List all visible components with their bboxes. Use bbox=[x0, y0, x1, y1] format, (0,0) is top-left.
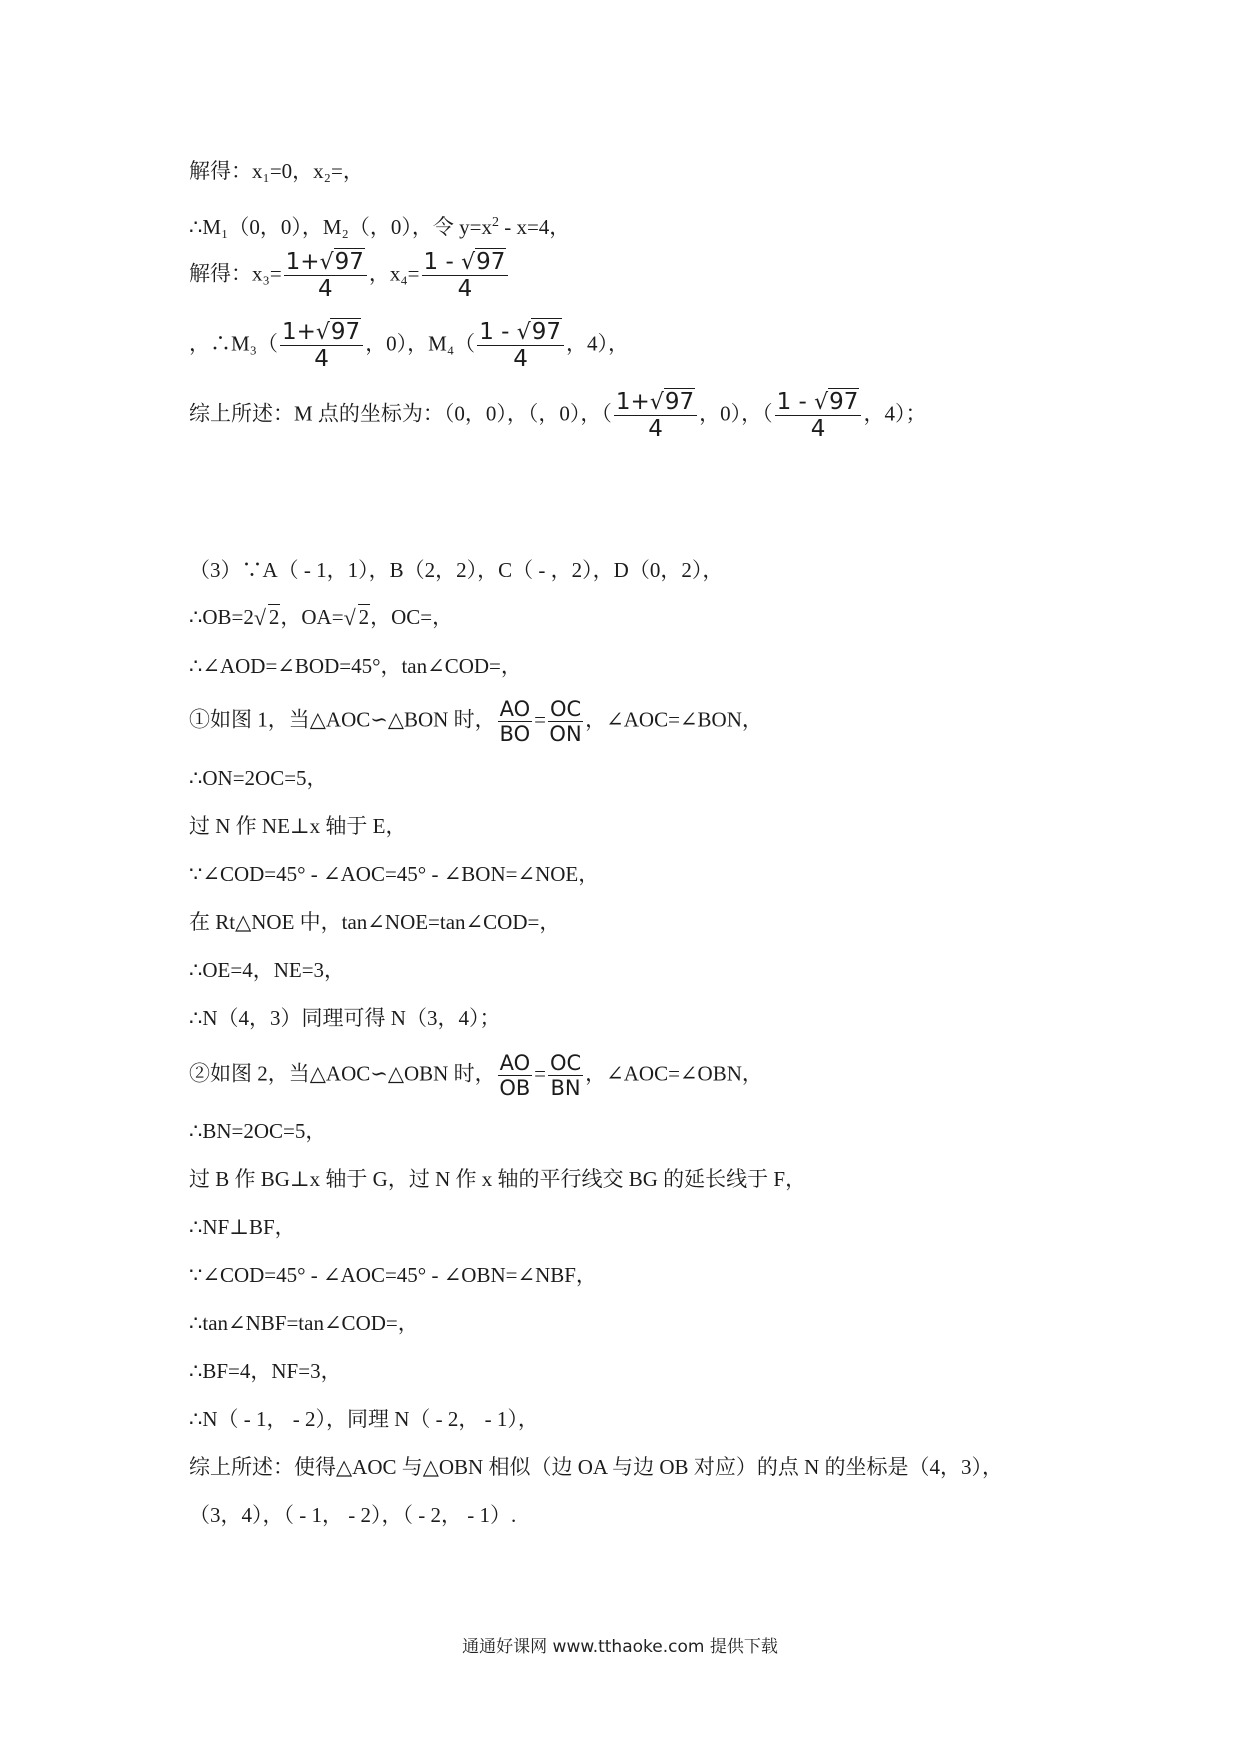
line-3 bbox=[189, 250, 510, 301]
denominator: ON bbox=[549, 722, 582, 746]
line-2 bbox=[189, 209, 570, 241]
text: ∴OB=2 bbox=[189, 605, 254, 629]
line-4 bbox=[189, 320, 629, 371]
num-prefix: 1+ bbox=[615, 389, 650, 415]
text: ，0），M₄（ bbox=[365, 331, 476, 356]
radical bbox=[650, 390, 695, 414]
denominator: 4 bbox=[648, 416, 663, 442]
text: ，x₄= bbox=[368, 261, 420, 286]
line-1 bbox=[189, 157, 364, 185]
radicand: 97 bbox=[829, 389, 859, 415]
line-12 bbox=[189, 860, 599, 888]
text: ∴ON=2OC=5， bbox=[189, 766, 328, 790]
text: （3）∵A（ - 1，1），B（2，2），C（ - ，2），D（0，2）， bbox=[189, 558, 724, 582]
radicand: 97 bbox=[330, 319, 361, 345]
radical-sign: √ bbox=[516, 320, 531, 345]
radical bbox=[461, 250, 506, 274]
line-24 bbox=[189, 1453, 1003, 1481]
radicand: 97 bbox=[476, 249, 506, 275]
fraction-summary-2 bbox=[775, 390, 862, 441]
text: ∴∠AOD=∠BOD=45°，tan∠COD=， bbox=[189, 654, 522, 678]
page-footer: 通通好课网 www.tthaoke.com 提供下载 bbox=[462, 1637, 778, 1657]
radical bbox=[316, 320, 361, 344]
line-11 bbox=[189, 812, 407, 840]
num-prefix: 1+ bbox=[285, 249, 320, 275]
denominator: 4 bbox=[317, 276, 333, 302]
numerator bbox=[614, 390, 697, 416]
text: ①如图 1，当△AOC∽△BON 时， bbox=[189, 707, 496, 732]
radical-sign: √ bbox=[253, 605, 266, 630]
radical-sign: √ bbox=[319, 250, 334, 275]
line-18 bbox=[189, 1165, 806, 1193]
text: ，4）， bbox=[566, 331, 630, 356]
line-13 bbox=[189, 908, 560, 936]
denominator: BO bbox=[499, 722, 531, 746]
denominator: 4 bbox=[457, 276, 473, 302]
text: 在 Rt△NOE 中，tan∠NOE=tan∠COD=， bbox=[189, 910, 561, 934]
line-17 bbox=[189, 1117, 326, 1145]
line-21 bbox=[189, 1309, 419, 1337]
line-23 bbox=[189, 1405, 539, 1433]
numerator bbox=[422, 250, 509, 276]
text: ，∠AOC=∠BON， bbox=[585, 707, 763, 732]
line-14 bbox=[189, 956, 345, 984]
text: ∴NF⊥BF， bbox=[189, 1215, 296, 1239]
text: ，4）； bbox=[863, 401, 927, 426]
text: 解得：x₃= bbox=[189, 261, 282, 286]
text: - x=4， bbox=[498, 215, 571, 239]
line-25 bbox=[189, 1501, 516, 1529]
text: ，0），（ bbox=[699, 401, 773, 426]
radical bbox=[254, 603, 281, 631]
text: ，∠AOC=∠OBN， bbox=[585, 1061, 763, 1086]
text: 过 B 作 BG⊥x 轴于 G，过 N 作 x 轴的平行线交 BG 的延长线于 F， bbox=[189, 1167, 807, 1191]
fraction-x3 bbox=[284, 250, 367, 301]
text: ∴tan∠NBF=tan∠COD=， bbox=[189, 1311, 419, 1335]
radical-sign: √ bbox=[343, 605, 356, 630]
line-15 bbox=[189, 1004, 500, 1032]
line-7 bbox=[189, 603, 453, 631]
text: ②如图 2，当△AOC∽△OBN 时， bbox=[189, 1061, 496, 1086]
text: ∵∠COD=45° - ∠AOC=45° - ∠BON=∠NOE， bbox=[189, 862, 600, 886]
numerator bbox=[775, 390, 862, 416]
fraction-summary-1 bbox=[614, 390, 697, 441]
radical-sign: √ bbox=[315, 320, 330, 345]
radicand: 2 bbox=[268, 605, 280, 629]
text: ∵∠COD=45° - ∠AOC=45° - ∠OBN=∠NBF， bbox=[189, 1263, 597, 1287]
equals-sign: = bbox=[534, 1061, 546, 1086]
num-prefix: 1 - bbox=[479, 319, 517, 345]
radical-sign: √ bbox=[814, 390, 829, 415]
numerator bbox=[284, 250, 367, 276]
radical bbox=[320, 250, 365, 274]
text: ∴N（4，3）同理可得 N（3，4）； bbox=[189, 1006, 501, 1030]
text: ∴M₁（0，0），M₂（，0），令 y=x bbox=[189, 215, 492, 239]
numerator: OC bbox=[549, 1051, 582, 1075]
numerator: AO bbox=[499, 697, 531, 721]
radicand: 97 bbox=[664, 389, 695, 415]
fraction-oc-bn bbox=[548, 1052, 583, 1099]
radicand: 2 bbox=[358, 605, 370, 629]
fraction-m3 bbox=[280, 320, 363, 371]
text: ，OA= bbox=[280, 605, 344, 629]
line-10 bbox=[189, 764, 328, 792]
text: ∴BN=2OC=5， bbox=[189, 1119, 327, 1143]
fraction-x4 bbox=[422, 250, 509, 301]
num-prefix: 1 - bbox=[776, 389, 815, 415]
denominator: 4 bbox=[810, 416, 826, 442]
fraction-m4 bbox=[477, 320, 564, 371]
text: 综上所述：使得△AOC 与△OBN 相似（边 OA 与边 OB 对应）的点 N 的坐标是（4，3）， bbox=[189, 1455, 1003, 1479]
line-20 bbox=[189, 1261, 597, 1289]
num-prefix: 1+ bbox=[282, 319, 316, 345]
text: ∴OE=4，NE=3， bbox=[189, 958, 346, 982]
text: ，OC=， bbox=[370, 605, 454, 629]
text: 综上所述：M 点的坐标为：（0，0），（，0），（ bbox=[189, 401, 612, 426]
denominator: 4 bbox=[314, 346, 329, 372]
line-22 bbox=[189, 1357, 342, 1385]
equals-sign: = bbox=[534, 707, 546, 732]
line-5 bbox=[189, 390, 926, 441]
radical bbox=[814, 390, 859, 414]
fraction-ao-ob bbox=[498, 1052, 533, 1099]
radical-sign: √ bbox=[649, 390, 664, 415]
denominator: OB bbox=[499, 1076, 531, 1100]
radical bbox=[344, 603, 371, 631]
text: ∴N（ - 1， - 2），同理 N（ - 2， - 1）， bbox=[189, 1407, 539, 1431]
text: ，∴M₃（ bbox=[189, 331, 278, 356]
text: （3，4），（ - 1， - 2），（ - 2， - 1）. bbox=[189, 1503, 517, 1527]
numerator bbox=[477, 320, 564, 346]
numerator bbox=[280, 320, 363, 346]
numerator: OC bbox=[549, 697, 582, 721]
denominator: BN bbox=[550, 1076, 581, 1100]
line-6 bbox=[189, 556, 723, 584]
text: 解得：x₁=0，x₂=， bbox=[189, 159, 364, 183]
numerator: AO bbox=[499, 1051, 531, 1075]
radical-sign: √ bbox=[461, 250, 476, 275]
line-16 bbox=[189, 1052, 763, 1099]
radicand: 97 bbox=[334, 249, 364, 275]
fraction-oc-on bbox=[548, 698, 583, 745]
denominator: 4 bbox=[513, 346, 528, 372]
text: 过 N 作 NE⊥x 轴于 E， bbox=[189, 814, 407, 838]
superscript: 2 bbox=[491, 215, 499, 230]
line-8 bbox=[189, 652, 522, 680]
fraction-ao-bo bbox=[498, 698, 533, 745]
radicand: 97 bbox=[531, 319, 562, 345]
radical bbox=[517, 320, 562, 344]
line-19 bbox=[189, 1213, 296, 1241]
text: ∴BF=4，NF=3， bbox=[189, 1359, 342, 1383]
num-prefix: 1 - bbox=[423, 249, 462, 275]
line-9 bbox=[189, 698, 763, 745]
